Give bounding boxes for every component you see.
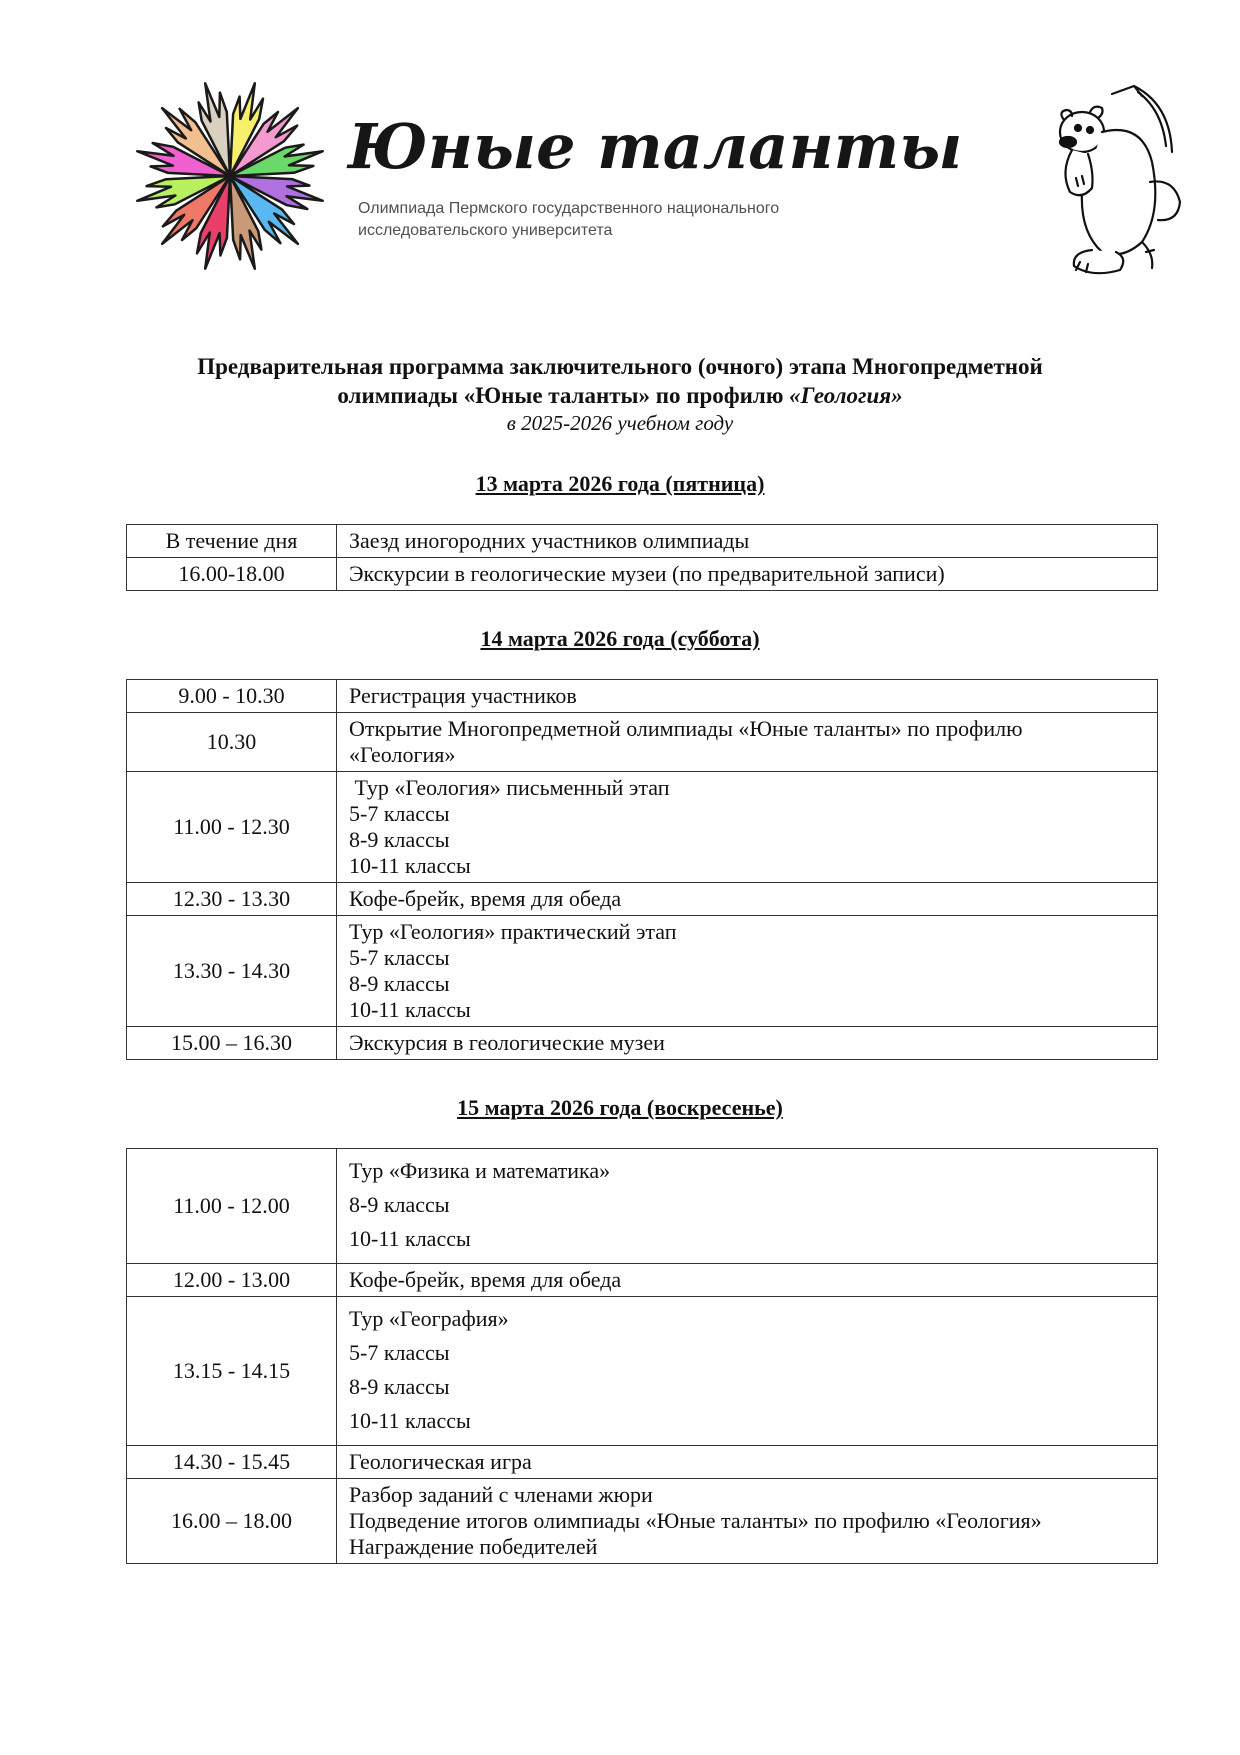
logo-subtitle-line-2: исследовательского университета	[358, 222, 613, 239]
activity-line: 8-9 классы	[349, 827, 450, 852]
activity-cell	[337, 1149, 1158, 1264]
table-row	[127, 883, 1158, 916]
logo-subtitle	[358, 198, 948, 242]
table-row	[127, 1479, 1158, 1564]
logo-text	[348, 110, 963, 242]
activity-line: Тур «Физика и математика»	[349, 1158, 611, 1183]
time-cell: 16.00-18.00	[127, 558, 337, 591]
activity-line: Награждение победителей	[349, 1534, 598, 1559]
activity-cell	[337, 1479, 1158, 1564]
title-line-2	[40, 381, 1200, 410]
activity-line: Кофе-брейк, время для обеда	[349, 1267, 622, 1292]
schedule-table-15-march	[126, 1148, 1158, 1564]
activity-line: 8-9 классы	[349, 971, 450, 996]
activity-line: Подведение итогов олимпиады «Юные таланты» по профилю «Геология»	[349, 1508, 1042, 1533]
time-cell: В течение дня	[127, 525, 337, 558]
time-cell: 14.30 - 15.45	[127, 1446, 337, 1479]
time-cell: 13.30 - 14.30	[127, 916, 337, 1027]
activity-cell	[337, 680, 1158, 713]
day-heading-15-march: 15 марта 2026 года (воскресенье)	[457, 1095, 783, 1120]
document-body	[0, 352, 1240, 1564]
activity-line: 10-11 классы	[349, 853, 471, 878]
table-row	[127, 916, 1158, 1027]
activity-line: Геологическая игра	[349, 1449, 532, 1474]
activity-cell	[337, 713, 1158, 772]
table-row	[127, 1149, 1158, 1264]
activity-line: «Геология»	[349, 742, 456, 767]
activity-line: Экскурсии в геологические музеи (по предварительной записи)	[349, 561, 945, 586]
day-heading-13-march: 13 марта 2026 года (пятница)	[475, 471, 765, 496]
table-row	[127, 1027, 1158, 1060]
bear-with-pickaxe-icon	[1042, 82, 1192, 282]
time-cell: 10.30	[127, 713, 337, 772]
activity-line: 8-9 классы	[349, 1374, 450, 1399]
time-cell: 12.00 - 13.00	[127, 1264, 337, 1297]
activity-line: Тур «География»	[349, 1306, 509, 1331]
activity-line: Тур «Геология» письменный этап	[349, 775, 670, 800]
table-row	[127, 525, 1158, 558]
table-row	[127, 558, 1158, 591]
activity-line: 10-11 классы	[349, 1408, 471, 1433]
activity-cell	[337, 1297, 1158, 1446]
time-cell: 16.00 – 18.00	[127, 1479, 337, 1564]
schedule-table-14-march	[126, 679, 1158, 1060]
title-line-1: Предварительная программа заключительного (очного) этапа Многопредметной	[197, 354, 1043, 379]
table-row	[127, 1297, 1158, 1446]
activity-cell	[337, 1027, 1158, 1060]
activity-line: Экскурсия в геологические музеи	[349, 1030, 665, 1055]
activity-cell	[337, 558, 1158, 591]
activity-cell	[337, 1264, 1158, 1297]
title-academic-year: в 2025-2026 учебном году	[506, 411, 734, 435]
activity-cell	[337, 525, 1158, 558]
activity-line: Открытие Многопредметной олимпиады «Юные таланты» по профилю	[349, 716, 1023, 741]
time-cell: 9.00 - 10.30	[127, 680, 337, 713]
activity-line: 10-11 классы	[349, 997, 471, 1022]
activity-line: Тур «Геология» практический этап	[349, 919, 677, 944]
activity-line: 10-11 классы	[349, 1226, 471, 1251]
table-row	[127, 680, 1158, 713]
schedule-table-13-march	[126, 524, 1158, 591]
header-logo-banner	[112, 0, 1122, 282]
activity-cell	[337, 916, 1158, 1027]
activity-line: Разбор заданий с членами жюри	[349, 1482, 653, 1507]
activity-line: Кофе-брейк, время для обеда	[349, 886, 622, 911]
multicolor-star-icon	[130, 76, 330, 276]
activity-cell	[337, 883, 1158, 916]
day-heading-14-march: 14 марта 2026 года (суббота)	[480, 626, 760, 651]
title-profile: «Геология»	[789, 383, 903, 408]
activity-line: 5-7 классы	[349, 801, 450, 826]
table-row	[127, 1446, 1158, 1479]
activity-line: 5-7 классы	[349, 1340, 450, 1365]
logo-subtitle-line-1: Олимпиада Пермского государственного национального	[358, 200, 780, 217]
table-row	[127, 772, 1158, 883]
activity-line: 5-7 классы	[349, 945, 450, 970]
activity-line: 8-9 классы	[349, 1192, 450, 1217]
activity-line: Заезд иногородних участников олимпиады	[349, 528, 750, 553]
table-row	[127, 713, 1158, 772]
activity-cell	[337, 1446, 1158, 1479]
time-cell: 11.00 - 12.30	[127, 772, 337, 883]
activity-cell	[337, 772, 1158, 883]
logo-title: Юные таланты	[348, 110, 963, 183]
table-row	[127, 1264, 1158, 1297]
activity-line: Регистрация участников	[349, 683, 577, 708]
time-cell: 15.00 – 16.30	[127, 1027, 337, 1060]
time-cell: 13.15 - 14.15	[127, 1297, 337, 1446]
document-title	[0, 352, 1240, 436]
time-cell: 12.30 - 13.30	[127, 883, 337, 916]
title-line-2-prefix: олимпиады «Юные таланты» по профилю	[337, 383, 790, 408]
time-cell: 11.00 - 12.00	[127, 1149, 337, 1264]
